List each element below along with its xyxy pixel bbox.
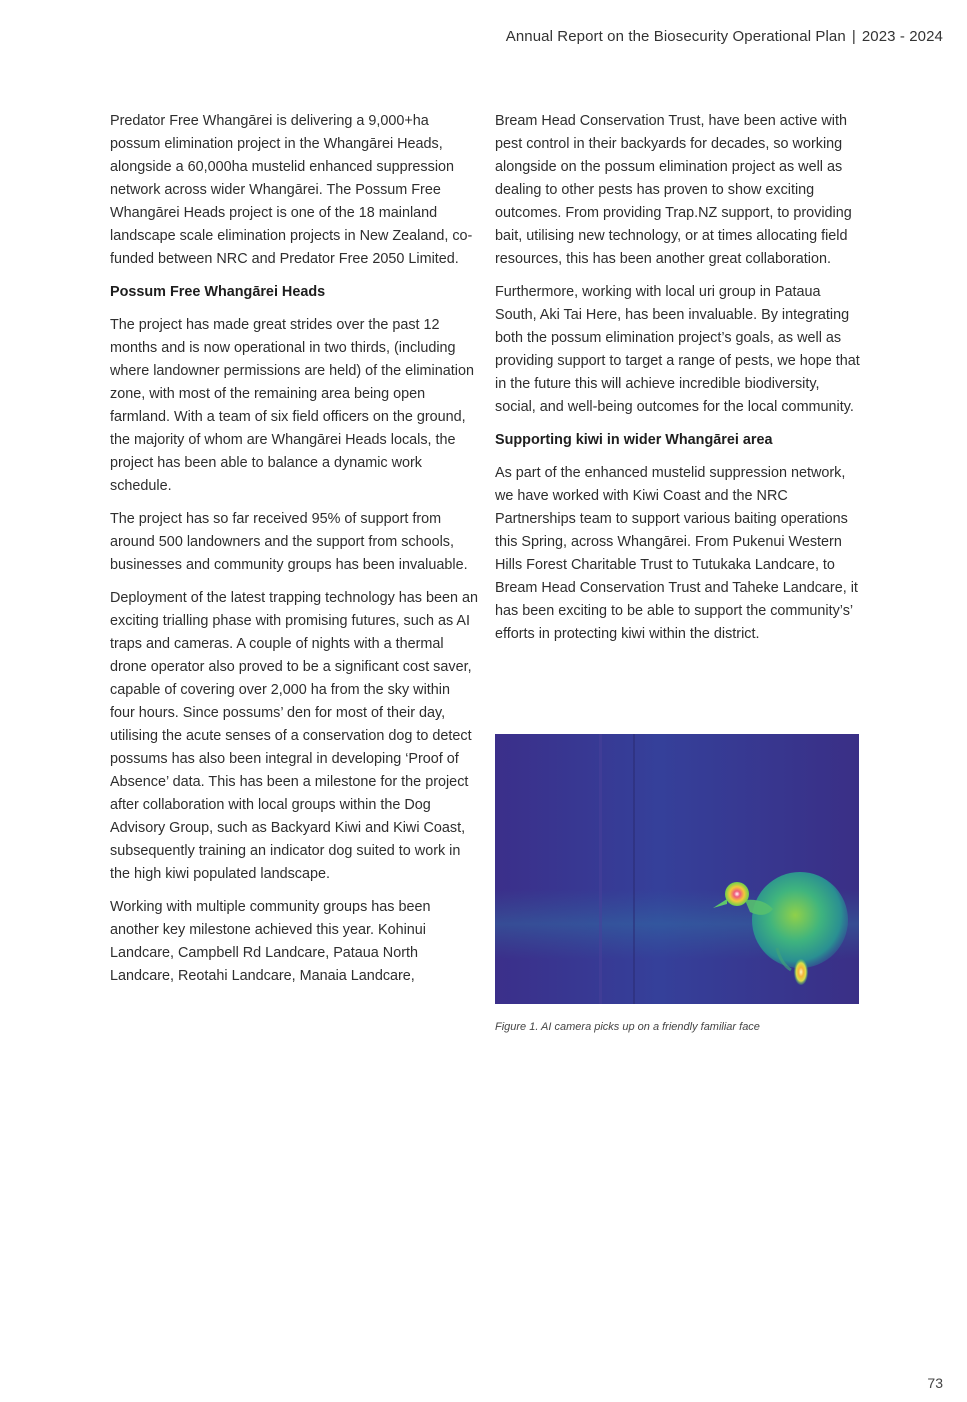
- running-header: [506, 28, 943, 45]
- report-years: 2023 - 2024: [861, 28, 943, 45]
- technology-paragraph: Deployment of the latest trapping technology has been an exciting trialling phase with promising futures, such as AI traps and cameras. A couple of nights with a thermal drone operator also proved to be a significant cost saver, capable of covering over 2,000 ha from the sky within four hours. Since possums’ den for most of their day, utilising the acute senses of a conservation dog to detect possums has also been integral in developing ‘Proof of Absence’ data. This has been a milestone for the project after collaboration with local groups within the Dog Advisory Group, such as Backyard Kiwi and Kiwi Coast, subsequently training an indicator dog suited to work in the high kiwi populated landscape.: [110, 590, 479, 882]
- project-progress-paragraph: The project has made great strides over the past 12 months and is now operational in two thirds, (including where landowner permissions are held) of the elimination zone, with most of the remaining area being open farmland. With a team of six field officers on the ground, the majority of whom are Whangārei Heads locals, the project has been able to balance a dynamic work schedule.: [110, 317, 474, 494]
- report-title: Annual Report on the Biosecurity Operational Plan: [505, 28, 846, 45]
- section-heading-possum-free: Possum Free Whangārei Heads: [110, 284, 326, 300]
- page-number: 73: [927, 1375, 943, 1391]
- landowner-support-paragraph: The project has so far received 95% of support from around 500 landowners and the support from schools, businesses and community groups has been invaluable.: [110, 511, 468, 573]
- left-column: [110, 110, 478, 998]
- figure-caption: Figure 1. AI camera picks up on a friendly familiar face: [495, 1021, 760, 1033]
- intro-paragraph: Predator Free Whangārei is delivering a 9,000+ha possum elimination project in the Whangārei Heads, alongside a 60,000ha mustelid enhanced suppression network across wider Whangārei. The Possum Free Whangārei Heads project is one of the 18 mainland landscape scale elimination projects in New Zealand, co-funded between NRC and Predator Free 2050 Limited.: [110, 113, 473, 267]
- right-column: [495, 110, 861, 656]
- header-separator: |: [851, 28, 856, 45]
- collaboration-paragraph: Bream Head Conservation Trust, have been active with pest control in their backyards for decades, so working alongside on the possum elimination project as well as dealing to other pests has proven to show exciting outcomes. From providing Trap.NZ support, to providing bait, utilising new technology, or at times allocating field resources, this has been another great collaboration.: [495, 113, 852, 267]
- thermal-camera-image: [495, 734, 859, 1004]
- community-groups-paragraph: Working with multiple community groups has been another key milestone achieved this year. Kohinui Landcare, Campbell Rd Landcare, Pataua North Landcare, Reotahi Landcare, Manaia Landcare,: [110, 899, 431, 984]
- section-heading-supporting-kiwi: Supporting kiwi in wider Whangārei area: [495, 432, 773, 448]
- kiwi-support-paragraph: As part of the enhanced mustelid suppression network, we have worked with Kiwi Coast and the NRC Partnerships team to support various baiting operations this Spring, across Whangārei. From Pukenui Western Hills Forest Charitable Trust to Tutukaka Landcare, to Bream Head Conservation Trust and Taheke Landcare, it has been exciting to be able to support the community’s’ efforts in protecting kiwi within the district.: [495, 465, 858, 642]
- uri-group-paragraph: Furthermore, working with local uri group in Pataua South, Aki Tai Here, has been invaluable. By integrating both the possum elimination project’s goals, as well as providing support to target a range of pests, we hope that in the future this will achieve incredible biodiversity, social, and well-being outcomes for the local community.: [495, 284, 860, 415]
